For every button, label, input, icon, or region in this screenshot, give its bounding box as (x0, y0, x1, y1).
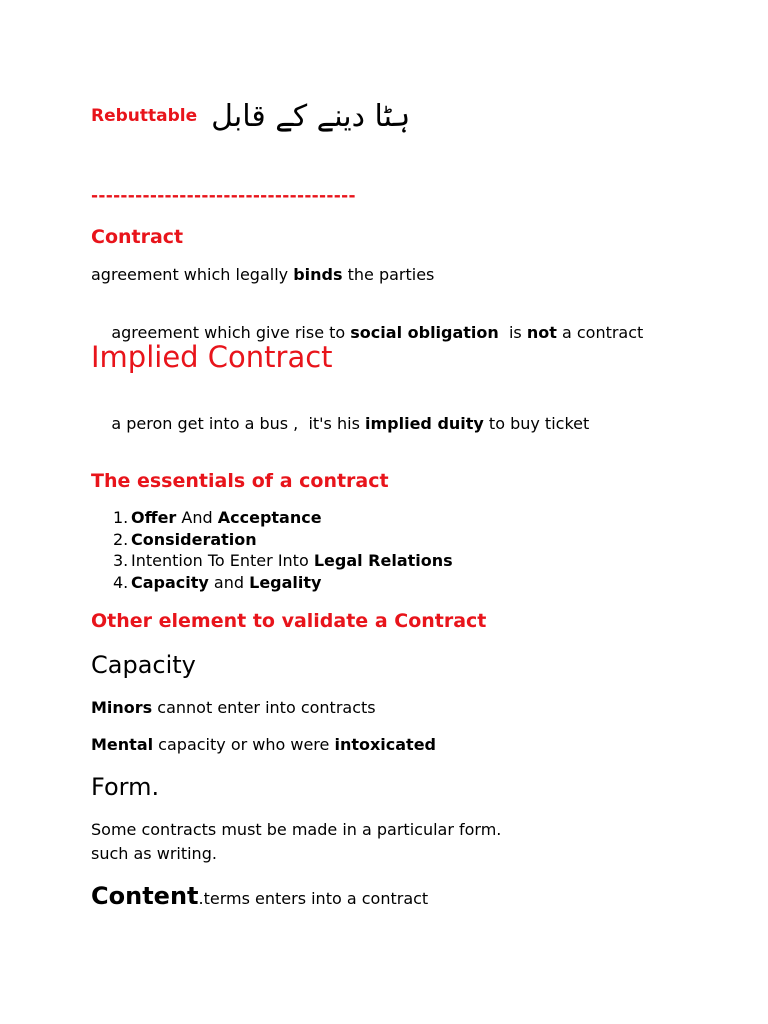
text-run: a peron get into a bus , it's his (111, 414, 365, 433)
text-run: and (208, 572, 250, 592)
bold-text-run: Minors (91, 698, 153, 717)
essentials-heading: The essentials of a contract (91, 470, 389, 492)
bold-text-run: Capacity (131, 572, 209, 592)
dashed-divider: ------------------------------------ (91, 186, 356, 206)
bold-text-run: not (526, 323, 557, 342)
implied-contract-heading: Implied Contract (91, 340, 333, 374)
list-item (91, 507, 453, 529)
text-run: capacity or who were (153, 735, 335, 754)
content-heading: Content (91, 882, 199, 910)
rebuttable-term: Rebuttable (91, 106, 198, 126)
text-run: Intention To Enter Into (131, 551, 314, 570)
contract-heading: Contract (91, 226, 184, 248)
bold-text-run: binds (293, 265, 343, 284)
form-heading: Form. (91, 773, 160, 801)
text-run: is (498, 323, 527, 342)
capacity-heading: Capacity (91, 651, 196, 679)
bold-text-run: Consideration (131, 529, 257, 549)
list-number: 3. (113, 551, 129, 570)
bold-text-run: Legal Relations (313, 551, 453, 570)
list-item (91, 550, 453, 572)
bold-text-run: Offer (131, 508, 177, 527)
text-run: .terms enters into a contract (198, 889, 429, 908)
minors-line (91, 698, 376, 718)
bold-text-run: implied duity (364, 414, 484, 433)
bold-text-run: Mental (91, 735, 154, 754)
other-element-heading: Other element to validate a Contract (91, 610, 487, 632)
text-run: And (176, 508, 218, 527)
urdu-translation: ہٹا دینے کے قابل (211, 98, 411, 134)
text-run: to buy ticket (483, 414, 590, 433)
mental-capacity-line (91, 735, 436, 755)
bold-text-run: intoxicated (334, 735, 437, 754)
list-item (91, 529, 453, 551)
list-number: 2. (113, 529, 129, 549)
text-run: a contract (556, 323, 644, 342)
bold-text-run: social obligation (350, 323, 499, 342)
text-run: agreement which give rise to (111, 323, 351, 342)
text-run: the parties (342, 265, 435, 284)
list-item (91, 572, 453, 594)
bold-text-run: Acceptance (217, 508, 322, 527)
list-number: 4. (113, 572, 129, 592)
content-line (91, 880, 428, 915)
essentials-list (91, 507, 453, 593)
contract-definition-line (91, 265, 434, 285)
rebuttable-line (91, 96, 410, 136)
list-number: 1. (113, 508, 129, 527)
bold-text-run: Legality (249, 572, 322, 592)
form-line-2: such as writing. (91, 844, 217, 863)
text-run: cannot enter into contracts (152, 698, 376, 717)
implied-contract-example (91, 394, 589, 454)
text-run: agreement which legally (91, 265, 294, 284)
form-line-1: Some contracts must be made in a particular form. (91, 820, 502, 839)
